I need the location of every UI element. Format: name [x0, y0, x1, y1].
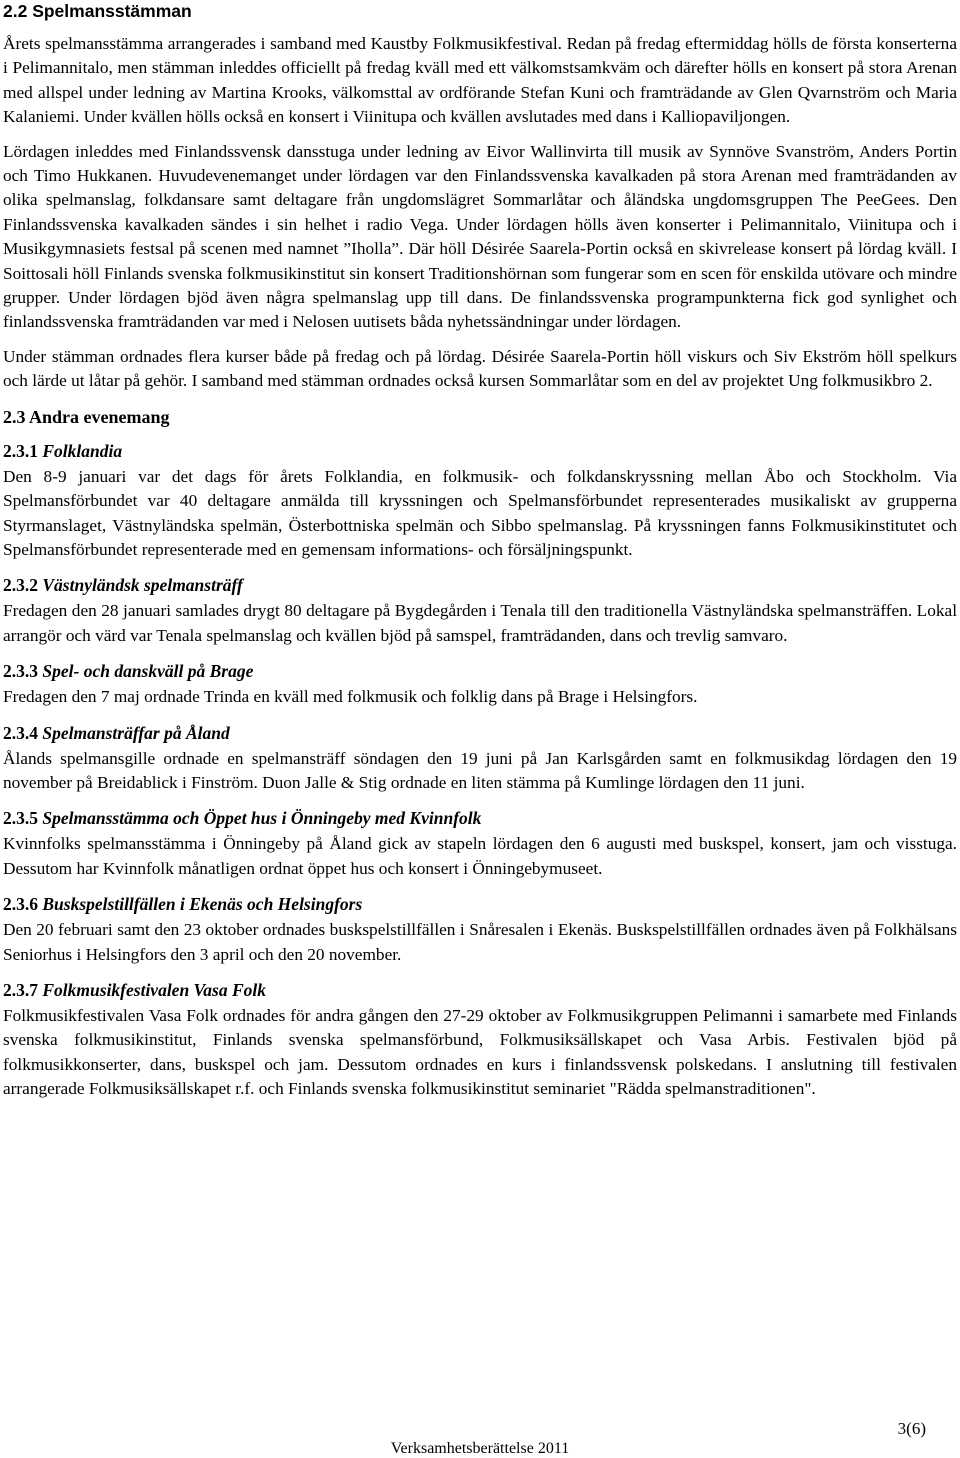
paragraph: Den 20 februari samt den 23 oktober ordnades buskspelstillfällen i Snåresalen i Ekenäs. Buskspelstillfällen ordnades även på Folkhälsans Seniorhus i Helsingfors den 3 april och den 20 november.: [3, 920, 957, 964]
subsection-title: Spel- och danskväll på Brage: [42, 661, 254, 682]
subsection-title: Västnyländsk spelmansträff: [42, 575, 243, 596]
subsection-number: 2.3.2: [3, 575, 38, 596]
paragraph: Kvinnfolks spelmansstämma i Önningeby på Åland gick av stapeln lördagen den 6 augusti med buskspel, konsert, jam och visstuga. Dessutom har Kvinnfolk månatligen ordnat öppet hus och konsert i Önningebymuseet.: [3, 834, 957, 878]
footer-document-title: Verksamhetsberättelse 2011: [390, 1440, 570, 1457]
paragraph: Lördagen inleddes med Finlandssvensk dansstuga under ledning av Eivor Wallinvirta till musik av Synnöve Svanström, Anders Portin och Timo Hukkanen. Huvudevenemanget under lördagen var den Finlandssvenska kavalkaden på stora Arenan med framträdanden av olika spelmanslag, folkdansare samt deltagare från ungdomslägret Sommarlåtar och åländska ungdomsgruppen The PeeGees. Den Finlandssvenska kavalkaden sändes i sin helhet i radio Vega. Under lördagen hölls även konserter i Pelimannitalo, Viinitupa och i Musikgymnasiets festsal på scenen med namnet ”Iholla”. Där höll Désirée Saarela-Portin också en skivrelease konsert på lördag kväll. I Soittosali höll Finlands svenska folkmusikinstitut sin konsert Traditionshörnan som fungerar som en scen för enskilda utövare och mindre grupper. Under lördagen bjöd även några spelmanslag upp till dans. De finlandssvenska programpunkterna fick god synlighet och finlandssvenska framträdanden var med i Nelosen uutisets båda nyhetssändningar under lördagen.: [3, 141, 957, 332]
subsection-heading-2-3-6: [3, 893, 957, 915]
subsection-heading-2-3-5: [3, 807, 957, 829]
section-heading-2-2: 2.2 Spelmansstämman: [3, 1, 192, 21]
subsection-heading-2-3-1: [3, 440, 957, 462]
paragraph: Under stämman ordnades flera kurser både på fredag och på lördag. Désirée Saarela-Portin höll viskurs och Siv Ekström höll spelkurs och lärde ut låtar på gehör. I samband med stämman ordnades också kursen Sommarlåtar som en del av projektet Ung folkmusikbro 2.: [3, 346, 957, 391]
subsection-heading-2-3-4: [3, 722, 957, 744]
subsection-heading-2-3-7: [3, 979, 957, 1001]
subsection-number: 2.3.3: [3, 661, 38, 682]
subsection-number: 2.3.1: [3, 440, 38, 461]
section-heading-2-3: 2.3 Andra evenemang: [3, 406, 170, 427]
paragraph: Fredagen den 28 januari samlades drygt 80 deltagare på Bygdegården i Tenala till den traditionella Västnyländska spelmansträffen. Lokal arrangör och värd var Tenala spelmanslag och kvällen bjöd på samspel, framträdanden, dans och trevlig samvaro.: [3, 601, 957, 645]
subsection-number: 2.3.4: [3, 722, 38, 743]
subsection-number: 2.3.6: [3, 894, 38, 915]
document-page: [3, 0, 957, 1112]
paragraph: Folkmusikfestivalen Vasa Folk ordnades för andra gången den 27-29 oktober av Folkmusikgruppen Pelimanni i samarbete med Finlands svenska folkmusikinstitut, Finlands svenska spelmansförbund, Folkmusiksällskapet och Vasa Arbis. Festivalen bjöd på folkmusikkonserter, dans, buskspel och jam. Dessutom ordnades en kurs i finlandssvensk polskedans. I anslutning till festivalen arrangerade Folkmusiksällskapet r.f. och Finlands svenska folkmusikinstitut seminariet "Rädda spelmanstraditionen".: [3, 1005, 957, 1099]
subsection-title: Spelmansstämma och Öppet hus i Önningeby med Kvinnfolk: [42, 808, 482, 829]
paragraph: Årets spelmansstämma arrangerades i samband med Kaustby Folkmusikfestival. Redan på fredag eftermiddag hölls de första konserterna i Pelimannitalo, men stämman inleddes officiellt på fredag kväll med ett välkomstsamkväm och därefter hölls en konsert på stora Arenan med allspel under ledning av Martina Krooks, välkomsttal av ordförande Stefan Kuni och framträdande av Glen Qvarnström och Maria Kalaniemi. Under kvällen hölls också en konsert i Viinitupa och kvällen avslutades med dans i Kalliopaviljongen.: [3, 34, 957, 127]
subsection-title: Folkmusikfestivalen Vasa Folk: [42, 979, 267, 1000]
paragraph: Fredagen den 7 maj ordnade Trinda en kväll med folkmusik och folklig dans på Brage i Helsingfors.: [3, 687, 698, 707]
paragraph: Den 8-9 januari var det dags för årets Folklandia, en folkmusik- och folkdanskryssning mellan Åbo och Stockholm. Via Spelmansförbundet var 40 deltagare anmälda till kryssningen och Spelmansförbundet representerades musikaliskt av grupperna Styrmanslaget, Västnyländska spelmän, Österbottniska spelmän och Sibbo spelmanslag. På kryssningen fanns Folkmusikinstitutet och Spelmansförbundet representerade med en gemensam informations- och försäljningspunkt.: [3, 466, 957, 559]
page-number: 3(6): [897, 1419, 926, 1438]
subsection-number: 2.3.5: [3, 808, 38, 829]
subsection-heading-2-3-2: [3, 574, 957, 596]
subsection-title: Buskspelstillfällen i Ekenäs och Helsingfors: [42, 894, 363, 915]
subsection-title: Spelmansträffar på Åland: [42, 722, 230, 743]
paragraph: Ålands spelmansgille ordnade en spelmansträff söndagen den 19 juni på Jan Karlsgården samt en folkmusikdag lördagen den 19 november på Breidablick i Finström. Duon Jalle & Stig ordnade en liten stämma på Kumlinge lördagen den 11 juni.: [3, 748, 957, 792]
subsection-number: 2.3.7: [3, 979, 38, 1000]
subsection-heading-2-3-3: [3, 660, 957, 682]
subsection-title: Folklandia: [42, 440, 123, 461]
